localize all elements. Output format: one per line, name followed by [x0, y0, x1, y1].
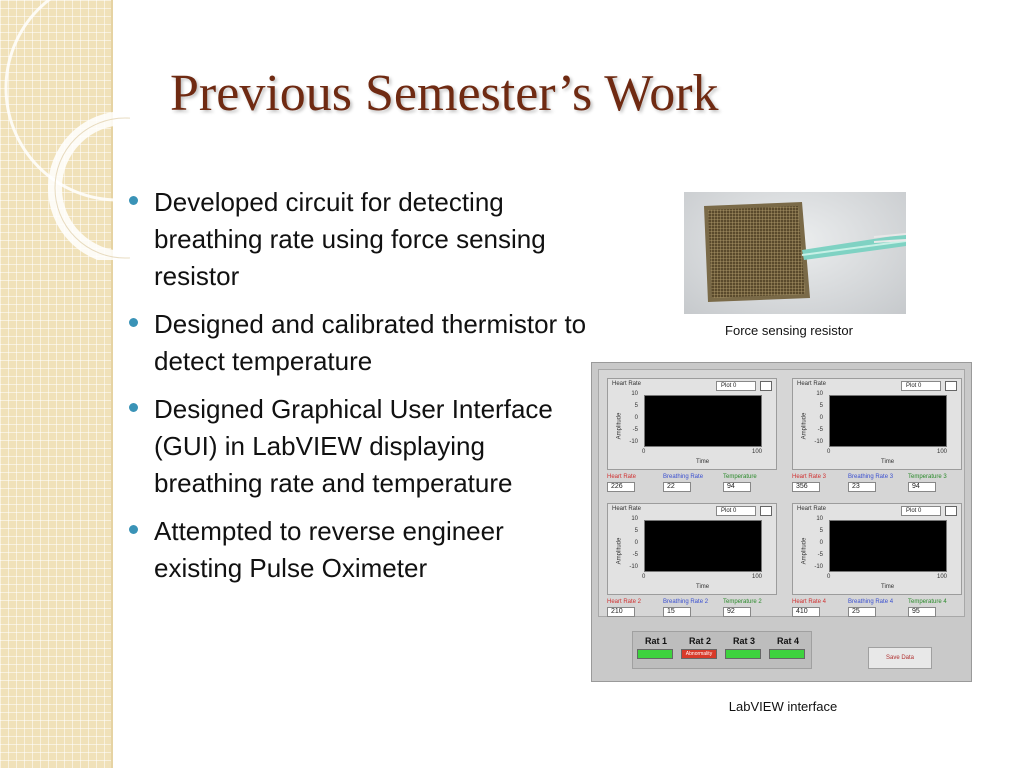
y-axis-label: Amplitude	[801, 412, 808, 440]
bullet-text: Developed circuit for detecting breathing rate using force sensing resistor	[154, 187, 546, 291]
graph-panel	[607, 378, 783, 500]
readout-label: Breathing Rate 3	[848, 474, 894, 480]
readout-value: 23	[848, 482, 876, 492]
readout-label: Breathing Rate 2	[663, 599, 709, 605]
x-tick-label: 0	[642, 574, 646, 580]
rat-status-bar	[632, 631, 812, 669]
readout	[723, 599, 781, 617]
readout-label: Temperature	[723, 474, 757, 480]
bullet-icon	[129, 403, 138, 412]
readout-label: Heart Rate 4	[792, 599, 827, 605]
x-tick-label: 0	[827, 574, 831, 580]
graph-title: Heart Rate	[612, 506, 642, 512]
x-axis-label: Time	[696, 459, 710, 465]
plot-legend-swatch	[760, 381, 772, 391]
bullet-item	[124, 306, 594, 380]
readout-label: Heart Rate	[607, 474, 637, 480]
readout-row	[607, 599, 783, 625]
readout-row	[607, 474, 783, 500]
plot-legend-swatch	[945, 381, 957, 391]
readout-row	[792, 599, 968, 625]
readout	[663, 599, 721, 617]
y-axis-label: Amplitude	[801, 537, 808, 565]
readout	[607, 599, 665, 617]
decorative-circles	[0, 0, 130, 260]
graph-title: Heart Rate	[797, 381, 827, 387]
readout-value: 25	[848, 607, 876, 617]
readout-value: 22	[663, 482, 691, 492]
waveform-graph	[792, 503, 962, 595]
readout-value: 226	[607, 482, 635, 492]
readout-label: Temperature 2	[723, 599, 762, 605]
bullet-icon	[129, 318, 138, 327]
readout-value: 94	[908, 482, 936, 492]
y-tick-label: 0	[634, 540, 638, 546]
readout	[792, 474, 850, 492]
rat-indicator	[681, 636, 719, 659]
graph-panel	[792, 503, 968, 625]
readout	[848, 599, 906, 617]
bullet-item	[124, 184, 594, 295]
x-axis-label: Time	[696, 584, 710, 590]
readout-value: 210	[607, 607, 635, 617]
rat-status-led	[637, 649, 673, 659]
plot-area	[644, 520, 762, 572]
y-tick-label: 10	[631, 516, 638, 522]
readout	[792, 599, 850, 617]
plot-area	[829, 520, 947, 572]
y-axis-label: Amplitude	[616, 537, 623, 565]
waveform-graph	[607, 503, 777, 595]
y-tick-label: 10	[816, 391, 823, 397]
rat-status-led: Abnormality	[681, 649, 717, 659]
y-tick-label: -5	[817, 552, 823, 558]
y-tick-label: 5	[819, 528, 823, 534]
readout	[663, 474, 721, 492]
readout	[723, 474, 781, 492]
readout	[607, 474, 665, 492]
y-axis-label: Amplitude	[616, 412, 623, 440]
bullet-item	[124, 513, 594, 587]
readout-value: 94	[723, 482, 751, 492]
readout-value: 356	[792, 482, 820, 492]
readout-label: Heart Rate 2	[607, 599, 642, 605]
y-tick-label: 10	[816, 516, 823, 522]
plot-legend-swatch	[760, 506, 772, 516]
readout-value: 15	[663, 607, 691, 617]
rat-label: Rat 3	[732, 636, 755, 646]
x-tick-label: 0	[827, 449, 831, 455]
y-tick-label: 0	[634, 415, 638, 421]
y-tick-label: -10	[629, 564, 638, 570]
rat-indicator	[725, 636, 763, 659]
graph-panel	[607, 503, 783, 625]
y-tick-label: -10	[629, 439, 638, 445]
readout-row	[792, 474, 968, 500]
readout-label: Temperature 4	[908, 599, 947, 605]
graph-panel	[792, 378, 968, 500]
slide-title: Previous Semester’s Work	[170, 65, 719, 122]
readout-label: Temperature 3	[908, 474, 947, 480]
bullet-text: Designed and calibrated thermistor to detect temperature	[154, 309, 587, 376]
plot-legend: Plot 0	[901, 381, 941, 391]
y-tick-label: 5	[634, 528, 638, 534]
rat-status-led	[725, 649, 761, 659]
fsr-caption: Force sensing resistor	[725, 323, 853, 338]
x-tick-label: 100	[937, 449, 948, 455]
y-tick-label: 0	[819, 540, 823, 546]
force-sensing-resistor-photo	[684, 192, 906, 314]
readout-label: Heart Rate 3	[792, 474, 827, 480]
x-tick-label: 100	[752, 449, 763, 455]
rat-indicator	[637, 636, 675, 659]
plot-legend: Plot 0	[901, 506, 941, 516]
x-tick-label: 100	[752, 574, 763, 580]
bullet-icon	[129, 525, 138, 534]
plot-legend: Plot 0	[716, 381, 756, 391]
x-tick-label: 100	[937, 574, 948, 580]
rat-indicator	[769, 636, 807, 659]
readout-value: 410	[792, 607, 820, 617]
y-tick-label: -10	[814, 564, 823, 570]
plot-area	[644, 395, 762, 447]
bullet-text: Designed Graphical User Interface (GUI) in LabVIEW displaying breathing rate and temperature	[154, 394, 553, 498]
y-tick-label: 10	[631, 391, 638, 397]
readout-label: Breathing Rate 4	[848, 599, 894, 605]
fsr-image	[684, 192, 906, 314]
waveform-graph	[792, 378, 962, 470]
readout	[908, 599, 966, 617]
x-tick-label: 0	[642, 449, 646, 455]
graph-title: Heart Rate	[612, 381, 642, 387]
y-tick-label: 0	[819, 415, 823, 421]
rat-status-led	[769, 649, 805, 659]
rat-label: Rat 4	[776, 636, 799, 646]
y-tick-label: -5	[632, 427, 638, 433]
y-tick-label: -5	[817, 427, 823, 433]
bullet-item	[124, 391, 594, 502]
rat-label: Rat 2	[688, 636, 711, 646]
labview-interface-screenshot	[591, 362, 972, 682]
x-axis-label: Time	[881, 459, 895, 465]
y-tick-label: -5	[632, 552, 638, 558]
labview-caption: LabVIEW interface	[728, 699, 838, 714]
y-tick-label: 5	[634, 403, 638, 409]
y-tick-label: 5	[819, 403, 823, 409]
readout	[848, 474, 906, 492]
readout-value: 95	[908, 607, 936, 617]
labview-graph-frame	[598, 369, 965, 617]
plot-legend-swatch	[945, 506, 957, 516]
graph-title: Heart Rate	[797, 506, 827, 512]
bullet-text: Attempted to reverse engineer existing Pulse Oximeter	[154, 516, 504, 583]
bullet-icon	[129, 196, 138, 205]
plot-area	[829, 395, 947, 447]
rat-label: Rat 1	[644, 636, 667, 646]
waveform-graph	[607, 378, 777, 470]
readout	[908, 474, 966, 492]
save-data-button: Save Data	[868, 647, 932, 669]
x-axis-label: Time	[881, 584, 895, 590]
readout-label: Breathing Rate	[663, 474, 704, 480]
bullet-list	[124, 184, 594, 598]
readout-value: 92	[723, 607, 751, 617]
plot-legend: Plot 0	[716, 506, 756, 516]
y-tick-label: -10	[814, 439, 823, 445]
